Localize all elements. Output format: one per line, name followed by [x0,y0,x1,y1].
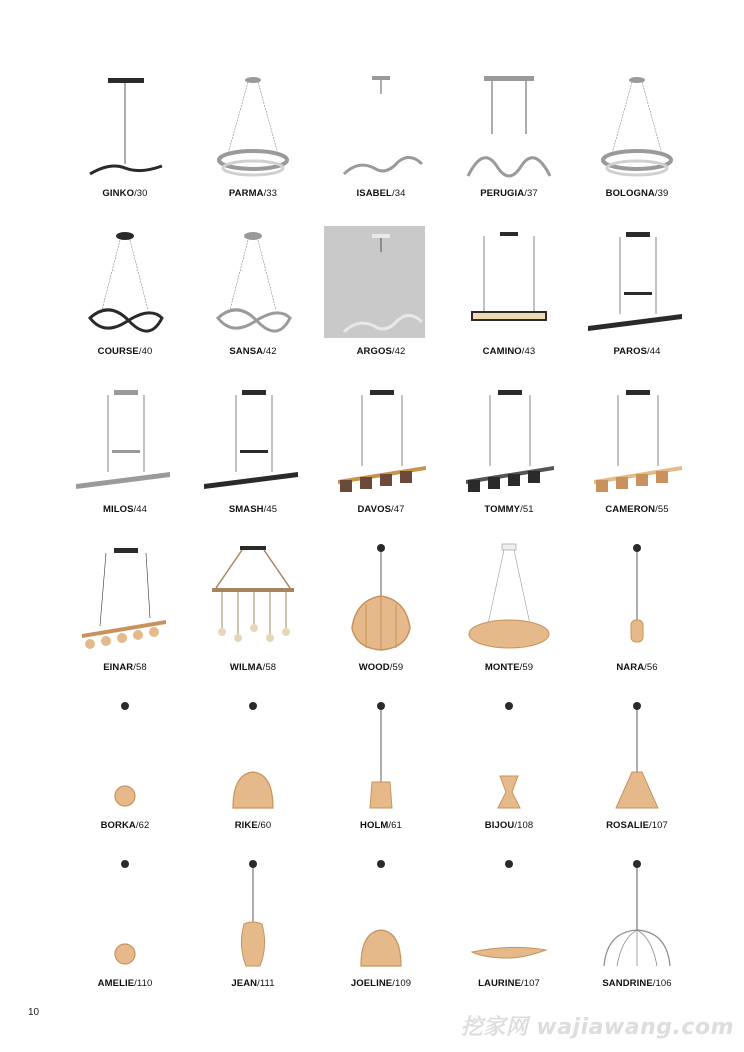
product-page-ref: /30 [134,188,148,199]
product-image [454,538,564,668]
product-image [582,538,692,668]
product-name: CAMERON [605,504,656,515]
product-name: MILOS [102,504,134,515]
product-page-ref: /34 [391,188,406,199]
product-image [582,64,692,194]
product-item [60,64,190,222]
product-item [572,696,702,854]
product-page-ref: /107 [649,820,668,831]
product-label [60,662,190,673]
product-image [70,64,180,194]
product-image [582,222,692,352]
watermark: 挖家网 wajiawang.com [460,1015,734,1040]
product-name: TOMMY [484,504,521,515]
product-name: JEAN [231,978,258,989]
product-image [198,538,308,668]
product-page-ref: /59 [389,662,404,673]
product-label [316,820,446,831]
product-name: WOOD [358,662,390,673]
product-name: SANDRINE [602,978,653,989]
product-label [316,978,446,989]
product-item [60,854,190,1012]
product-label [60,346,190,357]
product-item [60,222,190,380]
product-page-ref: /108 [514,820,534,831]
product-page-ref: /42 [391,346,406,357]
product-item [572,854,702,1012]
product-item [188,696,318,854]
product-image [582,696,692,826]
product-label [188,346,318,357]
product-item [444,854,574,1012]
product-page-ref: /59 [519,662,534,673]
product-image [326,380,436,510]
product-item [188,380,318,538]
product-image [70,222,180,352]
product-item [444,696,574,854]
product-label [444,188,574,199]
product-name: MONTE [484,662,520,673]
product-label [572,504,702,515]
product-label [316,346,446,357]
product-item [316,380,446,538]
product-image [326,64,436,194]
product-image [326,538,436,668]
product-item [60,538,190,696]
product-label [316,662,446,673]
product-item [316,222,446,380]
product-item [60,696,190,854]
product-label [60,820,190,831]
product-page-ref: /33 [263,188,278,199]
product-name: COURSE [97,346,139,357]
product-name: PERUGIA [480,188,525,199]
product-page-ref: /42 [263,346,277,357]
product-item [188,854,318,1012]
product-image [198,64,308,194]
product-page-ref: /106 [652,978,672,989]
product-page-ref: /44 [133,504,148,515]
product-label [444,346,574,357]
product-label [60,188,190,199]
product-page-ref: /111 [257,978,275,989]
product-page-ref: /39 [654,188,669,199]
product-page-ref: /45 [263,504,278,515]
product-name: ISABEL [356,188,392,199]
product-page-ref: /109 [392,978,412,989]
product-image [582,380,692,510]
product-item [444,64,574,222]
product-name: NARA [616,662,645,673]
product-label [60,504,190,515]
product-label [188,662,318,673]
product-label [188,504,318,515]
product-item [316,538,446,696]
product-image [326,854,436,984]
product-page-ref: /61 [388,820,402,831]
product-item [572,380,702,538]
product-item [316,696,446,854]
product-name: DAVOS [357,504,392,515]
product-image [198,380,308,510]
product-name: BORKA [100,820,136,831]
product-label [188,820,318,831]
product-name: ROSALIE [606,820,650,831]
product-item [188,222,318,380]
product-page-ref: /58 [133,662,147,673]
product-name: JOELINE [350,978,393,989]
product-image [582,854,692,984]
product-page-ref: /55 [655,504,669,515]
product-name: RIKE [234,820,258,831]
product-image [454,696,564,826]
product-item [572,64,702,222]
product-item [572,222,702,380]
product-name: HOLM [360,820,389,831]
product-page-ref: /58 [262,662,277,673]
product-label [444,662,574,673]
product-label [188,188,318,199]
product-name: LAURINE [478,978,522,989]
product-item [572,538,702,696]
product-page-ref: /51 [520,504,534,515]
product-name: BIJOU [484,820,515,831]
product-page-ref: /56 [644,662,658,673]
product-name: CAMINO [482,346,522,357]
product-image [70,538,180,668]
product-name: AMELIE [97,978,135,989]
product-item [316,64,446,222]
product-page-ref: /107 [521,978,540,989]
product-label [572,978,702,989]
product-item [60,380,190,538]
product-image [198,222,308,352]
product-label [572,188,702,199]
product-label [572,820,702,831]
product-name: SMASH [228,504,264,515]
product-image [454,854,564,984]
product-image [454,380,564,510]
product-label [60,978,190,989]
product-label [444,978,574,989]
product-image [70,380,180,510]
product-item [316,854,446,1012]
product-label [572,662,702,673]
product-page-ref: /60 [257,820,272,831]
product-name: ARGOS [356,346,392,357]
product-label [188,978,318,989]
product-image [326,696,436,826]
product-page-ref: /37 [524,188,538,199]
product-image [454,222,564,352]
product-name: BOLOGNA [605,188,655,199]
product-page-ref: /47 [391,504,405,515]
product-item [188,64,318,222]
product-name: PAROS [613,346,648,357]
product-item [444,380,574,538]
product-image [70,696,180,826]
product-image [198,854,308,984]
product-label [444,504,574,515]
product-label [444,820,574,831]
product-item [444,222,574,380]
product-image [326,222,436,352]
product-name: PARMA [228,188,264,199]
product-image [198,696,308,826]
product-name: SANSA [229,346,264,357]
page-number: 10 [28,1007,40,1018]
product-page-ref: /62 [135,820,150,831]
product-page-ref: /44 [647,346,661,357]
product-label [316,188,446,199]
product-name: WILMA [229,662,263,673]
product-label [316,504,446,515]
product-item [188,538,318,696]
product-name: GINKO [102,188,135,199]
product-item [444,538,574,696]
product-page-ref: /110 [134,978,153,989]
product-page-ref: /40 [138,346,153,357]
product-name: EINAR [103,662,134,673]
product-label [572,346,702,357]
product-page-ref: /43 [521,346,536,357]
product-image [454,64,564,194]
product-image [70,854,180,984]
